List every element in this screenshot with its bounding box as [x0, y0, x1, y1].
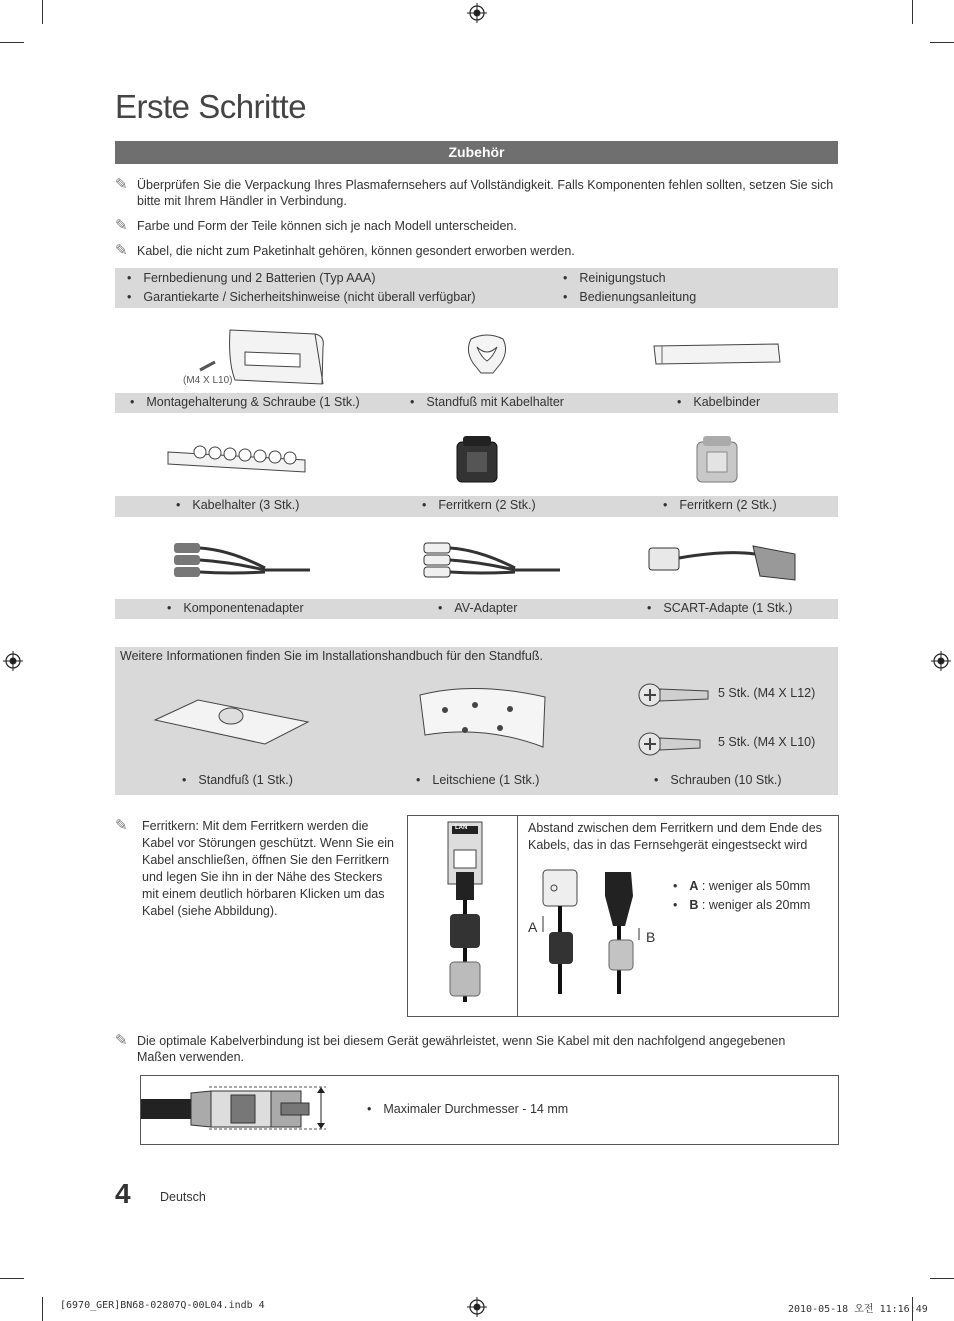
list-item: • Leitschiene (1 Stk.): [416, 773, 539, 787]
label-b: B: [646, 929, 656, 945]
scart-adapter-image: [645, 540, 805, 586]
screw-m4-l12-image: [638, 677, 713, 713]
screw-m4-l10-image: [638, 726, 703, 762]
print-date-info: 2010-05-18 오전 11:16:49: [788, 1304, 928, 1315]
list-item: • Ferritkern (2 Stk.): [422, 498, 536, 512]
pencil-note-icon: ✎: [115, 242, 128, 259]
pencil-note-icon: ✎: [115, 217, 128, 234]
list-item: • Komponentenadapter: [167, 601, 304, 615]
list-item: • Montagehalterung & Schraube (1 Stk.): [130, 395, 360, 409]
registration-mark-icon: [3, 651, 23, 671]
list-item: • Schrauben (10 Stk.): [654, 773, 782, 787]
registration-mark-icon: [467, 3, 487, 23]
av-adapter-image: [420, 540, 570, 582]
list-item: • Reinigungstuch: [563, 271, 666, 285]
ferrite-core-black-image: [455, 436, 499, 484]
ferrite-note: ✎ Ferritkern: Mit dem Ferritkern werden die Kabel vor Störungen geschützt. Wenn Sie ein Kabel anschließen, öffnen Sie den Ferritkern und legen Sie ihn in der Nähe des Steckers mit einem deutlich hörbaren Klicken um das Kabel (siehe Abbildung).: [115, 817, 395, 918]
section-header: Zubehör: [115, 141, 838, 164]
registration-mark-icon: [467, 1297, 487, 1317]
note-cables: ✎ Kabel, die nicht zum Paketinhalt gehören, können gesondert erworben werden.: [115, 242, 575, 259]
note-color-shape: ✎ Farbe und Form der Teile können sich je nach Modell unterscheiden.: [115, 217, 517, 234]
ferrite-caption: Abstand zwischen dem Ferritkern und dem Ende des Kabels, das in das Fernsehgerät eingestseckt wird: [528, 821, 822, 852]
list-item: • Maximaler Durchmesser - 14 mm: [367, 1102, 568, 1116]
ferrite-core-grey-image: [695, 436, 739, 484]
crop-mark: [912, 0, 913, 24]
screw-a-label: 5 Stk. (M4 X L12): [718, 686, 816, 700]
screw-size-label: (M4 X L10): [183, 375, 233, 386]
language-label: Deutsch: [160, 1190, 206, 1204]
cable-tie-image: [652, 342, 782, 368]
cable-diameter-image: [141, 1085, 331, 1131]
ferrite-distance-image: [535, 866, 645, 998]
list-item: • Garantiekarte / Sicherheitshinweise (nicht überall verfügbar): [127, 290, 476, 304]
stand-base-image: [153, 698, 313, 748]
crop-mark: [0, 1278, 24, 1279]
print-file-info: [6970_GER]BN68-02807Q-00L04.indb 4: [60, 1300, 265, 1311]
list-item: • Bedienungsanleitung: [563, 290, 696, 304]
page-number: 4: [115, 1178, 131, 1209]
stand-cable-holder-image: [463, 333, 511, 375]
crop-mark: [42, 0, 43, 24]
guide-rail-image: [415, 685, 565, 750]
screw-b-label: 5 Stk. (M4 X L10): [718, 735, 816, 749]
component-adapter-image: [170, 540, 320, 582]
list-item: • A : weniger als 50mm: [673, 879, 810, 893]
lan-cable-ferrite-image: [440, 822, 490, 1008]
list-item: • Standfuß mit Kabelhalter: [410, 395, 564, 409]
cable-note: ✎ Die optimale Kabelverbindung ist bei diesem Gerät gewährleistet, wenn Sie Kabel mit den nachfolgend angegebenen Maßen verwenden.: [115, 1032, 786, 1064]
registration-mark-icon: [931, 651, 951, 671]
list-item: • Kabelhalter (3 Stk.): [176, 498, 299, 512]
pencil-note-icon: ✎: [115, 817, 128, 834]
divider: [517, 815, 518, 1016]
list-item: • AV-Adapter: [438, 601, 517, 615]
pencil-note-icon: ✎: [115, 1032, 128, 1049]
crop-mark: [930, 1278, 954, 1279]
crop-mark: [930, 42, 954, 43]
list-item: • Fernbedienung und 2 Batterien (Typ AAA): [127, 271, 375, 285]
cable-holder-image: [165, 440, 310, 476]
list-item: • Standfuß (1 Stk.): [182, 773, 293, 787]
page-title: Erste Schritte: [115, 88, 307, 125]
stand-info-text: Weitere Informationen finden Sie im Installationshandbuch für den Standfuß.: [120, 649, 543, 663]
label-a: A: [528, 919, 538, 935]
lan-label: LAN: [455, 825, 468, 831]
list-item: • Kabelbinder: [677, 395, 760, 409]
crop-mark: [42, 1297, 43, 1321]
list-item: • B : weniger als 20mm: [673, 898, 810, 912]
list-item: • Ferritkern (2 Stk.): [663, 498, 777, 512]
list-item: • SCART-Adapte (1 Stk.): [647, 601, 792, 615]
note-check-package: ✎ Überprüfen Sie die Verpackung Ihres Plasmafernsehers auf Vollständigkeit. Falls Komponenten fehlen sollten, setzen Sie sich bitte mit Ihrem Händler in Verbindung.: [115, 176, 834, 208]
pencil-note-icon: ✎: [115, 176, 128, 193]
crop-mark: [0, 42, 24, 43]
